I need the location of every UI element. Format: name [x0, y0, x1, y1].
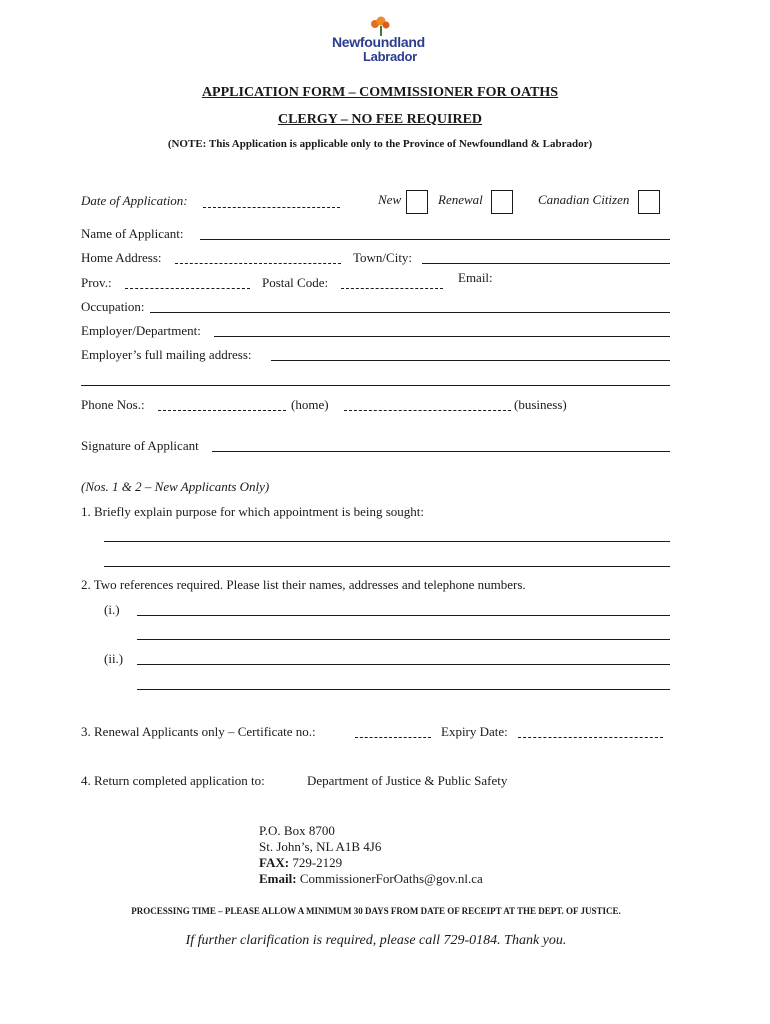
question-4: 4. Return completed application to: [81, 773, 265, 788]
home-phone-field[interactable] [158, 410, 286, 411]
employer-department-field[interactable] [214, 336, 670, 337]
logo-line1: Newfoundland [332, 34, 425, 50]
email-label: Email: [458, 270, 493, 285]
employer-mailing-address-field[interactable] [271, 360, 670, 361]
business-phone-suffix: (business) [514, 397, 567, 412]
employer-mailing-address-label: Employer’s full mailing address: [81, 347, 252, 362]
canadian-citizen-label: Canadian Citizen [538, 192, 630, 207]
name-of-applicant-field[interactable] [200, 239, 670, 240]
po-box: P.O. Box 8700 [259, 823, 335, 838]
new-label: New [378, 192, 402, 207]
occupation-field[interactable] [150, 312, 670, 313]
fax-line [259, 855, 342, 871]
postal-code-field[interactable] [341, 288, 443, 289]
government-logo [330, 14, 425, 66]
date-of-application-field[interactable] [203, 207, 340, 208]
employer-department-label: Employer/Department: [81, 323, 201, 338]
reference-2-line-1[interactable] [137, 664, 670, 665]
employer-mailing-address-field-2[interactable] [81, 385, 670, 386]
form-title: APPLICATION FORM – COMMISSIONER FOR OATHS [201, 85, 559, 100]
department-name: Department of Justice & Public Safety [307, 773, 508, 788]
prov-label: Prov.: [81, 275, 112, 290]
email-line [259, 871, 483, 887]
signature-label: Signature of Applicant [81, 438, 199, 453]
home-address-label: Home Address: [81, 250, 162, 265]
canadian-citizen-checkbox[interactable] [638, 190, 660, 214]
home-address-field[interactable] [175, 263, 341, 264]
phone-label: Phone Nos.: [81, 397, 145, 412]
email-address-link[interactable]: CommissionerForOaths@gov.nl.ca [299, 871, 483, 886]
occupation-label: Occupation: [81, 299, 145, 314]
reference-1-line-1[interactable] [137, 615, 670, 616]
pitcher-plant-icon [366, 16, 396, 36]
town-city-field[interactable] [422, 263, 670, 264]
new-checkbox[interactable] [406, 190, 428, 214]
reference-1-label: (i.) [104, 602, 120, 617]
new-applicants-note: (Nos. 1 & 2 – New Applicants Only) [81, 479, 270, 494]
question-1: 1. Briefly explain purpose for which appointment is being sought: [81, 504, 424, 519]
expiry-date-label: Expiry Date: [441, 724, 508, 739]
email-address-label: Email: [259, 871, 297, 886]
expiry-date-field[interactable] [518, 737, 663, 738]
prov-field[interactable] [125, 288, 250, 289]
postal-code-label: Postal Code: [262, 275, 329, 290]
home-phone-suffix: (home) [291, 397, 329, 412]
reference-2-line-2[interactable] [137, 689, 670, 690]
processing-time-notice: PROCESSING TIME – PLEASE ALLOW A MINIMUM 30 DAYS FROM DATE OF RECEIPT AT THE DEPT. OF JUSTICE. [131, 906, 621, 916]
fax-label: FAX: [259, 855, 290, 870]
name-of-applicant-label: Name of Applicant: [81, 226, 184, 241]
town-city-label: Town/City: [353, 250, 413, 265]
logo-line2: Labrador [363, 49, 417, 64]
form-note: (NOTE: This Application is applicable only to the Province of Newfoundland & Labrador) [167, 138, 593, 150]
business-phone-field[interactable] [344, 410, 511, 411]
question-1-answer-line-1[interactable] [104, 541, 670, 542]
question-3: 3. Renewal Applicants only – Certificate no.: [81, 724, 316, 739]
fax-number: 729-2129 [292, 855, 343, 870]
renewal-checkbox[interactable] [491, 190, 513, 214]
reference-2-label: (ii.) [104, 651, 124, 666]
clarification-note: If further clarification is required, please call 729-0184. Thank you. [185, 933, 567, 948]
question-2: 2. Two references required. Please list their names, addresses and telephone numbers. [81, 577, 526, 592]
reference-1-line-2[interactable] [137, 639, 670, 640]
date-of-application-label: Date of Application: [81, 193, 188, 208]
question-1-answer-line-2[interactable] [104, 566, 670, 567]
signature-field[interactable] [212, 451, 670, 452]
city-postal: St. John’s, NL A1B 4J6 [259, 839, 382, 854]
renewal-label: Renewal [438, 192, 483, 207]
certificate-number-field[interactable] [355, 737, 431, 738]
form-subtitle: CLERGY – NO FEE REQUIRED [277, 112, 483, 127]
